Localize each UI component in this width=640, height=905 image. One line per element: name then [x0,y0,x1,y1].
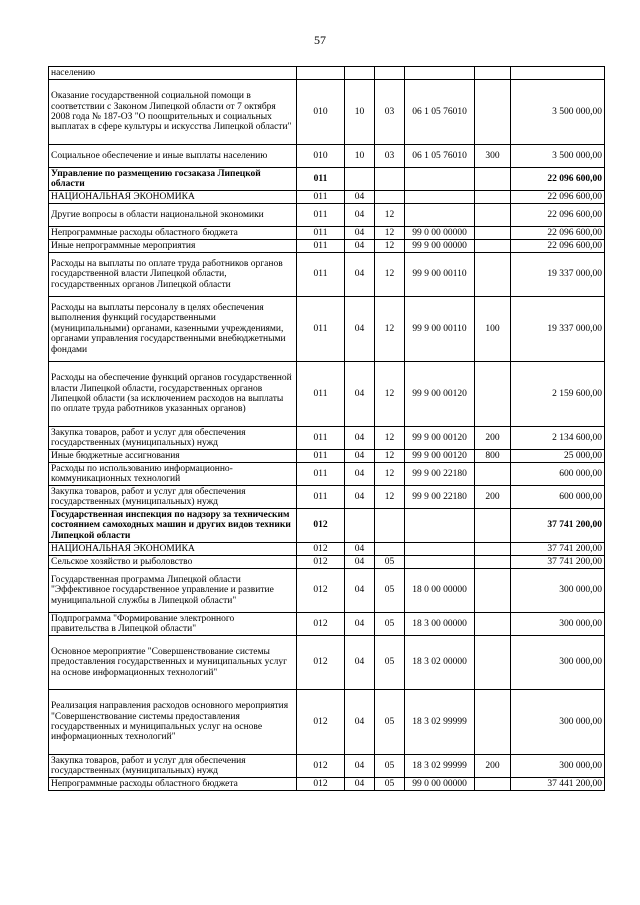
row-name-cell: Сельское хозяйство и рыболовство [49,556,297,569]
row-expense-type-cell: 300 [475,145,511,168]
row-name-cell: НАЦИОНАЛЬНАЯ ЭКОНОМИКА [49,543,297,556]
row-expense-type-cell [475,204,511,227]
row-target-article-cell: 18 3 02 99999 [405,755,475,778]
row-expense-type-cell [475,253,511,297]
row-gr-code-cell: 012 [297,543,345,556]
row-subsection-cell: 12 [375,253,405,297]
row-sum-cell: 22 096 600,00 [511,204,605,227]
row-subsection-cell [375,509,405,543]
row-name-cell: Закупка товаров, работ и услуг для обеспечения государственных (муниципальных) нужд [49,486,297,509]
row-subsection-cell: 12 [375,450,405,463]
row-sum-cell: 22 096 600,00 [511,191,605,204]
row-section-cell: 04 [345,690,375,755]
table-row [49,80,605,145]
row-target-article-cell: 99 9 00 00120 [405,362,475,427]
row-target-article-cell: 99 0 00 00000 [405,227,475,240]
row-name-cell: Основное мероприятие "Совершенствование системы предоставления государственных и муниципальных услуг на основе информационных технологий" [49,636,297,690]
row-name-cell: Другие вопросы в области национальной экономики [49,204,297,227]
row-gr-code-cell: 011 [297,227,345,240]
row-name-cell: Расходы на выплаты персоналу в целях обеспечения выполнения функций государственными (муниципальными) органами, казенными учреждениями, органами управления государственными внебюджетными фондами [49,297,297,362]
row-expense-type-cell [475,168,511,191]
row-section-cell: 04 [345,569,375,613]
row-subsection-cell [375,543,405,556]
row-name-cell: населению [49,67,297,80]
row-subsection-cell: 12 [375,204,405,227]
row-target-article-cell [405,509,475,543]
row-target-article-cell [405,204,475,227]
table-row [49,755,605,778]
row-sum-cell: 22 096 600,00 [511,240,605,253]
row-gr-code-cell: 012 [297,690,345,755]
row-subsection-cell: 03 [375,80,405,145]
row-sum-cell: 2 159 600,00 [511,362,605,427]
row-expense-type-cell: 200 [475,427,511,450]
row-section-cell: 04 [345,636,375,690]
row-gr-code-cell: 012 [297,569,345,613]
row-subsection-cell: 05 [375,755,405,778]
row-name-cell: Закупка товаров, работ и услуг для обеспечения государственных (муниципальных) нужд [49,427,297,450]
row-name-cell: Иные непрограммные мероприятия [49,240,297,253]
table-row [49,463,605,486]
row-target-article-cell: 18 3 02 99999 [405,690,475,755]
row-sum-cell [511,67,605,80]
row-section-cell [345,67,375,80]
row-target-article-cell [405,191,475,204]
table-row [49,145,605,168]
row-target-article-cell: 99 9 00 00110 [405,253,475,297]
row-target-article-cell: 18 3 02 00000 [405,636,475,690]
row-gr-code-cell: 011 [297,362,345,427]
row-section-cell: 04 [345,427,375,450]
row-gr-code-cell: 011 [297,427,345,450]
table-row [49,543,605,556]
page-number: 57 [314,33,326,47]
row-name-cell: Непрограммные расходы областного бюджета [49,227,297,240]
row-target-article-cell [405,67,475,80]
row-section-cell: 04 [345,613,375,636]
row-name-cell: Подпрограмма "Формирование электронного правительства в Липецкой области" [49,613,297,636]
row-subsection-cell: 12 [375,362,405,427]
row-subsection-cell: 12 [375,297,405,362]
row-gr-code-cell: 011 [297,253,345,297]
row-target-article-cell: 99 9 00 00110 [405,297,475,362]
row-subsection-cell [375,168,405,191]
row-section-cell: 04 [345,362,375,427]
row-expense-type-cell [475,778,511,791]
row-target-article-cell [405,543,475,556]
row-subsection-cell: 05 [375,636,405,690]
row-target-article-cell: 99 9 00 22180 [405,463,475,486]
row-sum-cell: 300 000,00 [511,690,605,755]
row-section-cell: 04 [345,486,375,509]
row-section-cell [345,509,375,543]
row-sum-cell: 22 096 600,00 [511,227,605,240]
row-sum-cell: 37 741 200,00 [511,509,605,543]
table-row [49,240,605,253]
row-gr-code-cell: 010 [297,145,345,168]
row-expense-type-cell [475,613,511,636]
row-name-cell: Расходы на обеспечение функций органов государственной власти Липецкой области, государственных органов Липецкой области (за исключением расходов на выплаты по оплате труда работников указанных органов) [49,362,297,427]
row-gr-code-cell: 011 [297,463,345,486]
table-row [49,204,605,227]
table-row [49,636,605,690]
row-expense-type-cell: 800 [475,450,511,463]
row-target-article-cell: 18 3 00 00000 [405,613,475,636]
row-section-cell: 04 [345,556,375,569]
row-sum-cell: 19 337 000,00 [511,297,605,362]
row-name-cell: Иные бюджетные ассигнования [49,450,297,463]
row-section-cell: 04 [345,240,375,253]
table-row [49,253,605,297]
row-section-cell: 10 [345,145,375,168]
row-sum-cell: 300 000,00 [511,636,605,690]
row-gr-code-cell: 012 [297,613,345,636]
row-subsection-cell: 05 [375,556,405,569]
row-subsection-cell [375,191,405,204]
row-gr-code-cell [297,67,345,80]
row-target-article-cell [405,168,475,191]
row-expense-type-cell [475,556,511,569]
row-sum-cell: 37 441 200,00 [511,778,605,791]
row-gr-code-cell: 011 [297,168,345,191]
row-sum-cell: 2 134 600,00 [511,427,605,450]
table-row [49,362,605,427]
row-name-cell: Расходы по использованию информационно-коммуникационных технологий [49,463,297,486]
row-gr-code-cell: 012 [297,509,345,543]
row-name-cell: Непрограммные расходы областного бюджета [49,778,297,791]
row-target-article-cell [405,556,475,569]
row-subsection-cell: 12 [375,486,405,509]
table-row [49,67,605,80]
row-section-cell: 04 [345,450,375,463]
row-section-cell: 04 [345,778,375,791]
row-target-article-cell: 06 1 05 76010 [405,145,475,168]
budget-table [48,66,605,791]
row-expense-type-cell [475,690,511,755]
row-section-cell: 10 [345,80,375,145]
table-row [49,613,605,636]
table-row [49,427,605,450]
row-target-article-cell: 99 9 00 00120 [405,427,475,450]
row-name-cell: Управление по размещению госзаказа Липецкой области [49,168,297,191]
row-subsection-cell: 05 [375,690,405,755]
row-section-cell: 04 [345,755,375,778]
row-name-cell: Реализация направления расходов основного мероприятия "Совершенствование системы предоставления государственных и муниципальных услуг на основе информационных технологий" [49,690,297,755]
row-expense-type-cell [475,463,511,486]
row-name-cell: Государственная программа Липецкой области "Эффективное государственное управление и развитие муниципальной службы в Липецкой области" [49,569,297,613]
row-subsection-cell: 12 [375,427,405,450]
row-sum-cell: 37 741 200,00 [511,543,605,556]
row-sum-cell: 300 000,00 [511,613,605,636]
row-gr-code-cell: 011 [297,486,345,509]
row-expense-type-cell [475,191,511,204]
row-target-article-cell: 99 9 00 00120 [405,450,475,463]
row-expense-type-cell [475,636,511,690]
table-row [49,168,605,191]
row-sum-cell: 600 000,00 [511,463,605,486]
row-expense-type-cell [475,227,511,240]
row-section-cell: 04 [345,227,375,240]
row-gr-code-cell: 011 [297,240,345,253]
row-expense-type-cell: 100 [475,297,511,362]
row-expense-type-cell [475,240,511,253]
row-expense-type-cell [475,569,511,613]
row-sum-cell: 37 741 200,00 [511,556,605,569]
row-sum-cell: 300 000,00 [511,569,605,613]
row-section-cell [345,168,375,191]
table-row [49,778,605,791]
row-name-cell: Государственная инспекция по надзору за техническим состоянием самоходных машин и других видов техники Липецкой области [49,509,297,543]
row-name-cell: Оказание государственной социальной помощи в соответствии с Законом Липецкой области от 7 октября 2008 года № 187-ОЗ "О поощрительных и социальных выплатах в сфере культуры и искусства Липецкой области" [49,80,297,145]
row-section-cell: 04 [345,204,375,227]
row-gr-code-cell: 012 [297,778,345,791]
row-expense-type-cell [475,67,511,80]
row-section-cell: 04 [345,297,375,362]
row-gr-code-cell: 012 [297,755,345,778]
row-name-cell: Закупка товаров, работ и услуг для обеспечения государственных (муниципальных) нужд [49,755,297,778]
row-sum-cell: 600 000,00 [511,486,605,509]
row-section-cell: 04 [345,463,375,486]
table-row [49,450,605,463]
row-sum-cell: 25 000,00 [511,450,605,463]
row-target-article-cell: 99 9 00 22180 [405,486,475,509]
row-gr-code-cell: 012 [297,556,345,569]
row-subsection-cell: 12 [375,227,405,240]
row-sum-cell: 19 337 000,00 [511,253,605,297]
row-sum-cell: 3 500 000,00 [511,80,605,145]
row-subsection-cell: 05 [375,569,405,613]
row-section-cell: 04 [345,253,375,297]
row-subsection-cell: 05 [375,778,405,791]
table-row [49,690,605,755]
row-gr-code-cell: 011 [297,450,345,463]
row-target-article-cell: 99 9 00 00000 [405,240,475,253]
table-row [49,569,605,613]
table-row [49,509,605,543]
row-subsection-cell [375,67,405,80]
table-row [49,191,605,204]
row-expense-type-cell [475,509,511,543]
row-gr-code-cell: 011 [297,191,345,204]
row-expense-type-cell: 200 [475,486,511,509]
row-sum-cell: 22 096 600,00 [511,168,605,191]
row-sum-cell: 300 000,00 [511,755,605,778]
row-section-cell: 04 [345,543,375,556]
row-sum-cell: 3 500 000,00 [511,145,605,168]
row-gr-code-cell: 012 [297,636,345,690]
table-row [49,556,605,569]
row-gr-code-cell: 011 [297,204,345,227]
row-gr-code-cell: 011 [297,297,345,362]
row-expense-type-cell [475,362,511,427]
row-expense-type-cell [475,543,511,556]
row-subsection-cell: 05 [375,613,405,636]
row-section-cell: 04 [345,191,375,204]
table-row [49,486,605,509]
row-name-cell: НАЦИОНАЛЬНАЯ ЭКОНОМИКА [49,191,297,204]
row-expense-type-cell: 200 [475,755,511,778]
row-name-cell: Социальное обеспечение и иные выплаты населению [49,145,297,168]
row-subsection-cell: 03 [375,145,405,168]
row-gr-code-cell: 010 [297,80,345,145]
row-subsection-cell: 12 [375,463,405,486]
row-target-article-cell: 06 1 05 76010 [405,80,475,145]
row-target-article-cell: 18 0 00 00000 [405,569,475,613]
row-subsection-cell: 12 [375,240,405,253]
table-row [49,227,605,240]
row-target-article-cell: 99 0 00 00000 [405,778,475,791]
row-expense-type-cell [475,80,511,145]
row-name-cell: Расходы на выплаты по оплате труда работников органов государственной власти Липецкой области, государственных органов Липецкой области [49,253,297,297]
table-row [49,297,605,362]
